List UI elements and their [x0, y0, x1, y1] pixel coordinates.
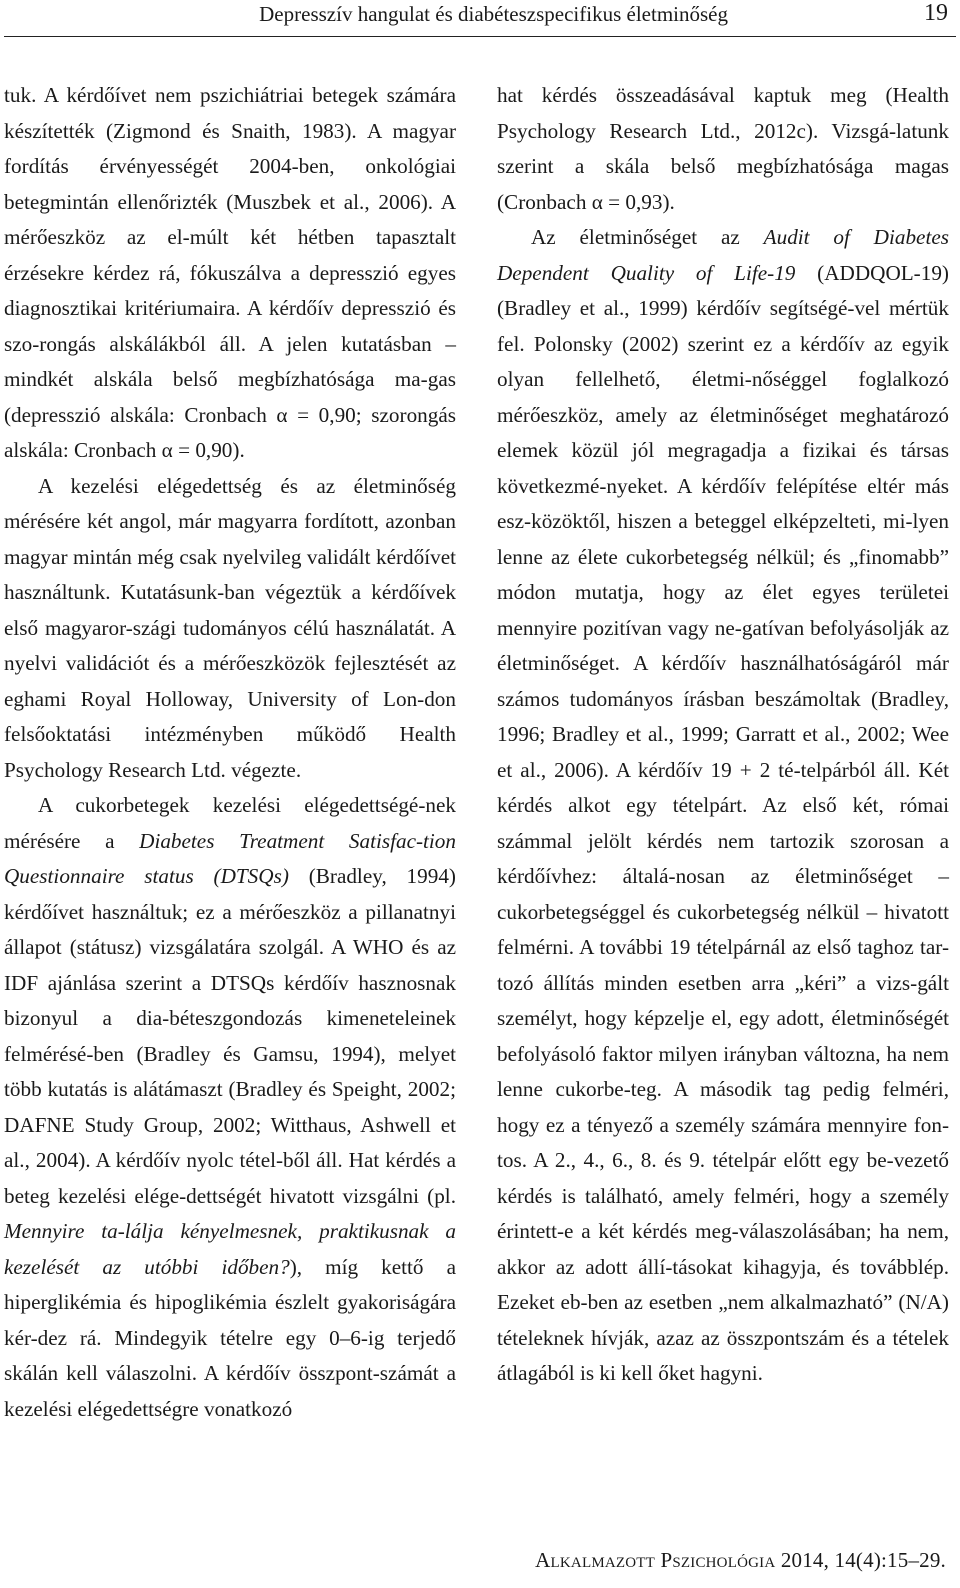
- example-question: Mennyire ta-lálja kényelmesnek, praktikusnak a kezelését az utóbbi időben?: [4, 1219, 456, 1279]
- left-paragraph-3: [4, 788, 456, 1427]
- right-paragraph-1: hat kérdés összeadásával kaptuk meg (Health Psychology Research Ltd., 2012c). Vizsgá-latunk szerint a skála belső megbízhatósága magas (Cronbach α = 0,93).: [497, 83, 949, 214]
- left-column: [4, 78, 456, 1427]
- page-number: 19: [924, 0, 948, 26]
- dtsqs-title: Diabetes Treatment Satisfac-tion Questionnaire status (DTSQs): [4, 828, 456, 888]
- journal-name: Alkalmazott Pszichológia: [535, 1548, 776, 1572]
- right-column: [497, 78, 949, 1392]
- left-paragraph-3-text-c: ), míg kettő a hiperglikémia és hipoglikémia észlelt gyakoriságára kér-dez rá. Mindegyik tételre egy 0–6-ig terjedő skálán kell válaszolni. A kérdőív összpont-számát a kezelési elégedettségre vonatkozó: [4, 1254, 456, 1421]
- right-paragraph-2: [497, 220, 949, 1392]
- running-title: Depresszív hangulat és diabéteszspecifikus életminőség: [259, 2, 728, 26]
- right-paragraph-2-text-b: (ADDQOL-19) (Bradley et al., 1999) kérdőív segítségé-vel mértük fel. Polonsky (2002) szerint ez a kérdőív az egyik olyan fellelhető, életmi-nőséggel foglalkozó mérőeszköz, amely az életminőséget meghatározó elemek közül jól megragadja a fizikai és társas következmé-nyeket. A kérdőív felépítése eltér más esz-közöktől, hiszen a beteggel elképzelteti, mi-lyen lenne az élete cukorbetegség nélkül; és „finomabb” módon mutatja, hogy az élet egyes területei mennyire pozitívan vagy ne-gatívan befolyásolják az életminőséget. A kérdőív használhatóságáról már számos tudományos írásban beszámoltak (Bradley, 1996; Bradley et al., 1999; Garratt et al., 2002; Wee et al., 2006). A kérdőív 19 + 2 té-telpárból áll. Két kérdés alkot egy tételpárt. Az első két, római számmal jelölt kérdés nem tartozik szorosan a kérdőívhez: általá-nosan az életminőséget – cukorbetegséggel és cukorbetegség nélkül – hivatott felmérni. A további 19 tételpárnál az első taghoz tar-tozó állítás minden esetben arra „kéri” a vizs-gált személyt, hogy képzelje el, egy adott, életminőségét befolyásoló faktor milyen irányban változna, ha nem lenne cukorbe-teg. A második tag pedig felméri, hogy ez a tényező a személy számára mennyire fon-tos. A 2., 4., 6., 8. és 9. tételpár előtt egy be-vezető kérdés is található, amely felméri, hogy a személy érintett-e a két kérdés meg-válaszolásában; ha nem, akkor az adott állí-tásokat kihagyja, és továbblép. Ezeket eb-ben az esetben „nem alkalmazható” (N/A) tételeknek hívják, azaz az összpontszám és a tételek átlagából is ki kell őket hagyni.: [497, 260, 949, 1385]
- right-paragraph-2-text-a: Az életminőséget az: [531, 225, 764, 249]
- page-footer: [535, 1548, 946, 1573]
- addqol-title: Audit of Diabetes Dependent Quality of Life-19: [497, 225, 949, 285]
- journal-citation: 2014, 14(4):15–29.: [775, 1548, 946, 1572]
- header-rule: [4, 36, 956, 37]
- page-header: [0, 0, 960, 36]
- left-paragraph-1: tuk. A kérdőívet nem pszichiátriai betegek számára készítették (Zigmond és Snaith, 1983). A magyar fordítás érvényességét 2004-ben, onkológiai betegmintán ellenőrizték (Muszbek et al., 2006). A mérőeszköz az el-múlt két hétben tapasztalt érzésekre kérdez rá, fókuszálva a depresszió egyes diagnosztikai kritériumaira. A kérdőív depresszió és szo-rongás alskálákból áll. A jelen kutatásban – mindkét alskála belső megbízhatósága ma-gas (depresszió alskála: Cronbach α = 0,90; szorongás alskála: Cronbach α = 0,90).: [4, 83, 456, 462]
- left-paragraph-2: A kezelési elégedettség és az életminőség mérésére két angol, már magyarra fordított, azonban magyar mintán még csak nyelvileg validált kérdőívet használtunk. Kutatásunk-ban végeztük a kérdőívek első magyaror-szági tudományos célú használatát. A nyelvi validációt és a mérőeszközök fejlesztését az eghami Royal Holloway, University of Lon-don felsőoktatási intézményben működő Health Psychology Research Ltd. végezte.: [4, 473, 456, 782]
- left-paragraph-3-text-a: A cukorbetegek kezelési elégedettségé-nek mérésére a: [4, 793, 456, 853]
- left-paragraph-3-text-b: (Bradley, 1994) kérdőívet használtuk; ez a mérőeszköz a pillanatnyi állapot (státusz) vizsgálatára szolgál. A WHO és az IDF ajánlása szerint a DTSQs kérdőív hasznosnak bizonyul a dia-béteszgondozás kimeneteleinek felmérésé-ben (Bradley és Gamsu, 1994), melyet több kutatás is alátámaszt (Bradley és Speight, 2002; DAFNE Study Group, 2002; Witthaus, Ashwell et al., 2004). A kérdőív nyolc tétel-ből áll. Hat kérdés a beteg kezelési elége-dettségét hivatott vizsgálni (pl.: [4, 864, 456, 1208]
